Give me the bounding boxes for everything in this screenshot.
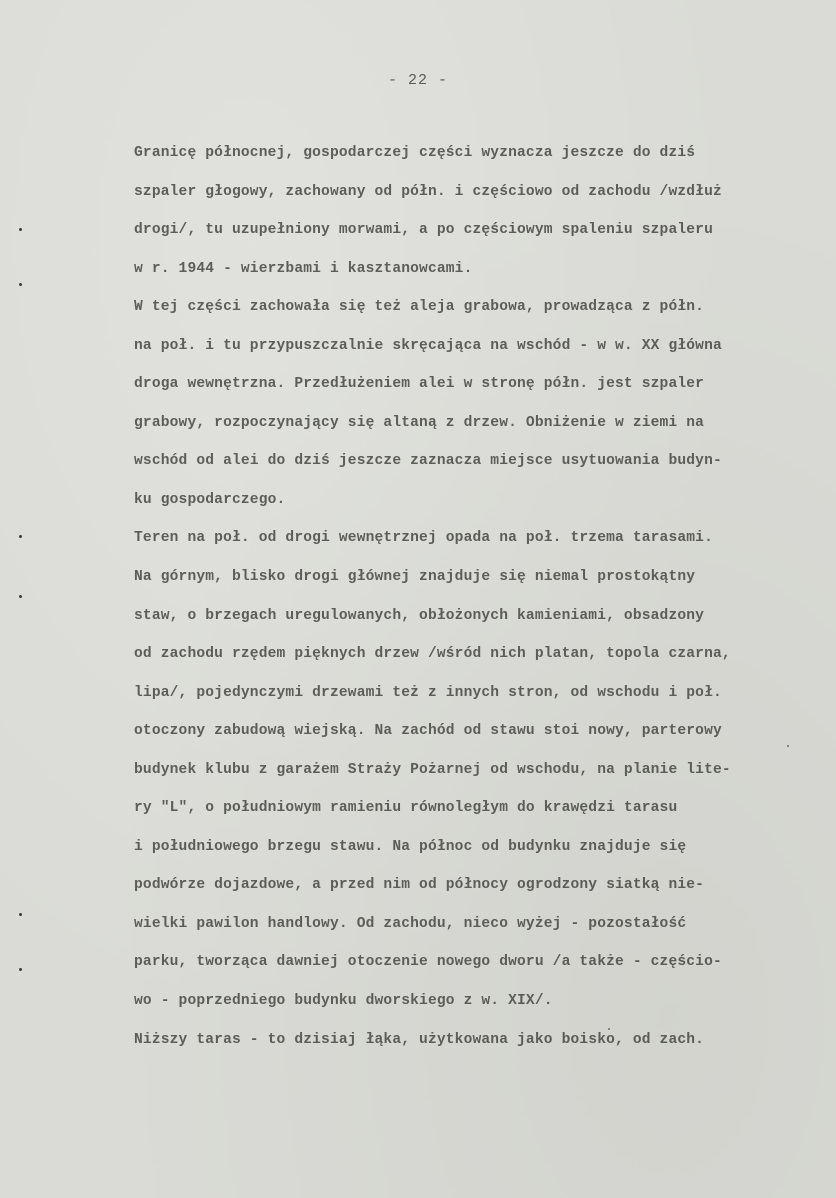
text-line: Niższy taras - to dzisiaj łąka, użytkowana jako boisko, od zach.: [134, 1031, 705, 1048]
text-line: na poł. i tu przypuszczalnie skręcająca na wschód - w w. XX główna: [134, 337, 722, 354]
scan-speck: [608, 1028, 610, 1030]
text-line: budynek klubu z garażem Straży Pożarnej od wschodu, na planie lite-: [134, 761, 731, 778]
text-line: droga wewnętrzna. Przedłużeniem alei w stronę półn. jest szpaler: [134, 376, 705, 393]
margin-mark: [19, 228, 22, 231]
text-line: parku, tworząca dawniej otoczenie nowego dworu /a także - częścio-: [134, 954, 722, 971]
text-line: grabowy, rozpoczynający się altaną z drzew. Obniżenie w ziemi na: [134, 414, 705, 431]
text-line: drogi/, tu uzupełniony morwami, a po częściowym spaleniu szpaleru: [134, 222, 713, 239]
text-line: ku gospodarczego.: [134, 491, 286, 508]
text-line: wielki pawilon handlowy. Od zachodu, nieco wyżej - pozostałość: [134, 915, 687, 932]
text-line: wo - poprzedniego budynku dworskiego z w. XIX/.: [134, 993, 553, 1010]
text-line: ry "L", o południowym ramieniu równoległym do krawędzi tarasu: [134, 800, 678, 817]
text-line: w r. 1944 - wierzbami i kasztanowcami.: [134, 260, 473, 277]
scan-speck: [787, 745, 789, 747]
margin-mark: [19, 913, 22, 916]
text-line: podwórze dojazdowe, a przed nim od północy ogrodzony siatką nie-: [134, 877, 705, 894]
margin-mark: [19, 283, 22, 286]
text-line: lipa/, pojedynczymi drzewami też z innych stron, od wschodu i poł.: [134, 684, 722, 701]
margin-mark: [19, 535, 22, 538]
text-line: otoczony zabudową wiejską. Na zachód od stawu stoi nowy, parterowy: [134, 723, 722, 740]
text-line: wschód od alei do dziś jeszcze zaznacza miejsce usytuowania budyn-: [134, 453, 722, 470]
text-line: Granicę północnej, gospodarczej części wyznacza jeszcze do dziś: [134, 145, 696, 161]
text-line: od zachodu rzędem pięknych drzew /wśród nich platan, topola czarna,: [134, 646, 731, 663]
text-line: staw, o brzegach uregulowanych, obłożonych kamieniami, obsadzony: [134, 607, 705, 624]
margin-mark: [19, 968, 22, 971]
text-line: i południowego brzegu stawu. Na północ od budynku znajduje się: [134, 838, 687, 855]
body-text: [134, 141, 834, 1066]
margin-mark: [19, 595, 22, 598]
text-line: Na górnym, blisko drogi głównej znajduje się niemal prostokątny: [134, 569, 696, 586]
text-line: Teren na poł. od drogi wewnętrznej opada na poł. trzema tarasami.: [134, 530, 713, 547]
text-line: szpaler głogowy, zachowany od półn. i częściowo od zachodu /wzdłuż: [134, 183, 722, 200]
page-number: - 22 -: [387, 72, 448, 89]
text-line: W tej części zachowała się też aleja grabowa, prowadząca z półn.: [134, 299, 705, 316]
